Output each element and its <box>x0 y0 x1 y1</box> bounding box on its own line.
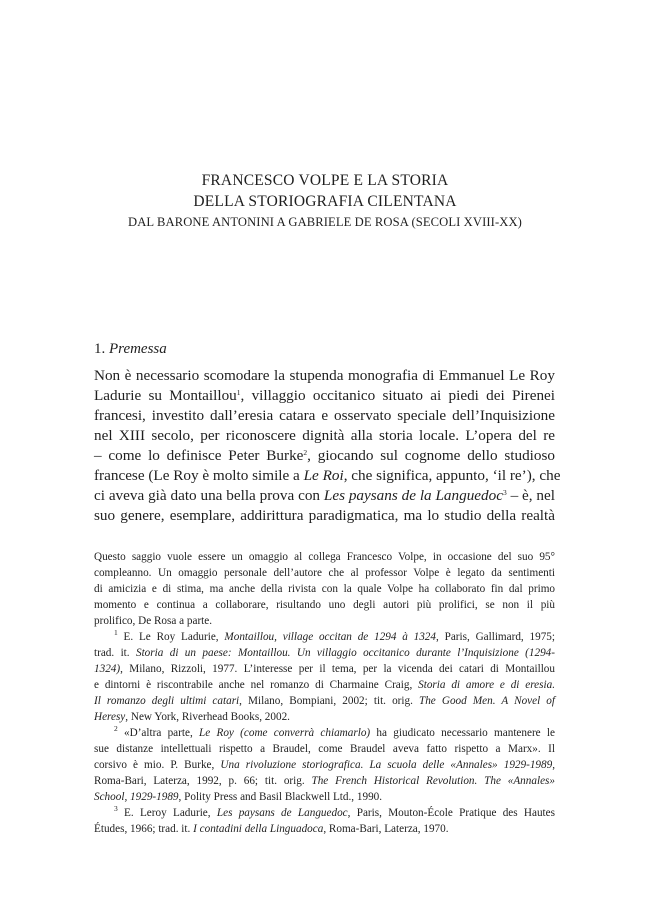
note-line: di amicizia e di stima, ma anche della rivista con la quale Volpe ha collaborato fin dal primo <box>94 583 555 595</box>
footnote-2-line <box>94 789 555 805</box>
note-text-run: , Milano, Bompiani, 2002; tit. orig. <box>239 695 419 707</box>
footnote-ref-2: 2 <box>303 448 308 457</box>
body-line: suo genere, esemplare, addirittura paradigmatica, ma lo studio della realtà <box>94 507 555 524</box>
section-heading <box>94 341 167 358</box>
footnote-1-line <box>94 693 555 709</box>
footnote-mark-3: 3 <box>114 804 118 813</box>
footnote-2-line <box>94 725 555 741</box>
note-line: momento e continua a collaborare, risultando uno degli autori più prolifici, se non il più <box>94 599 555 611</box>
body-italic-run: Le Roi <box>303 467 344 484</box>
footnote-1-line <box>94 709 555 725</box>
note-italic-run: Storia di un paese: Montaillou. Un villaggio occitanico durante l’Inquisizione (1294- <box>135 647 555 659</box>
note-line: compleanno. Un omaggio personale dell’autore che al professor Volpe è legato da sentimenti <box>94 567 555 579</box>
note-line: Questo saggio vuole essere un omaggio al collega Francesco Volpe, in occasione del suo 95° <box>94 551 555 563</box>
body-line: francesi, investito dall’eresia catara e osservato speciale dell’Inquisizione <box>94 407 555 424</box>
body-text-run: – è, nel <box>506 487 555 504</box>
footnote-1-line <box>94 661 555 677</box>
section-number: 1. <box>94 341 106 357</box>
note-text-run: , <box>552 759 555 771</box>
chapter-title-line-1: FRANCESCO VOLPE E LA STORIA <box>201 172 449 189</box>
footnote-3-line <box>94 821 555 837</box>
note-italic-run: The Good Men. A Novel of <box>418 695 555 707</box>
footnote-1-line <box>94 645 555 661</box>
note-text-run: , Paris, Mouton-École Pratique des Hautes <box>347 807 555 819</box>
body-paragraph <box>94 366 561 526</box>
note-text-run: Roma-Bari, Laterza, 1992, p. 66; tit. orig. <box>94 775 312 787</box>
footnote-2-line <box>94 757 555 773</box>
chapter-subtitle: DAL BARONE ANTONINI A GABRIELE DE ROSA (SECOLI XVIII-XX) <box>128 215 522 229</box>
body-italic-run: Les paysans de la Languedoc <box>323 487 503 504</box>
footnote-1-line <box>94 677 555 693</box>
body-text-run: , giocando sul cognome dello studioso <box>307 447 555 464</box>
note-italic-run: Storia di amore e di eresia. <box>418 679 555 691</box>
footnote-2-line <box>94 773 555 789</box>
note-text-run: , Milano, Rizzoli, 1977. L’interesse per il tema, per la vicenda dei catari di Montaillou <box>120 663 555 675</box>
body-text-run: , villaggio occitanico situato ai piedi dei Pirenei <box>240 387 555 404</box>
footnote-ref-3: 3 <box>502 488 507 497</box>
note-text-run: , Paris, Gallimard, 1975; <box>436 631 555 643</box>
footnotes <box>94 549 555 837</box>
body-line <box>94 466 561 486</box>
note-italic-run: Heresy <box>94 711 126 723</box>
footnote-3-line <box>94 805 555 821</box>
note-italic-run: 1324) <box>94 663 121 675</box>
footnote-mark-2: 2 <box>114 724 118 733</box>
section-label: Premessa <box>109 341 167 357</box>
note-text-run: E. Leroy Ladurie, <box>117 807 217 819</box>
note-text-run: corsivo è mio. P. Burke, <box>94 759 221 771</box>
note-text-run: trad. it. <box>94 647 136 659</box>
body-line: Non è necessario scomodare la stupenda monografia di Emmanuel Le Roy <box>94 367 555 384</box>
note-text-run: Études, 1966; trad. it. <box>94 823 194 835</box>
note-text-run: E. Le Roy Ladurie, <box>117 631 225 643</box>
note-text-run: ha giudicato necessario mantenere le <box>370 727 555 739</box>
note-italic-run: The French Historical Revolution. The «Annales» <box>311 775 555 787</box>
body-text-run: – come lo definisce Peter Burke <box>94 447 304 464</box>
body-text-run: Ladurie su Montaillou <box>94 387 237 404</box>
footnote-mark-1: 1 <box>114 628 118 637</box>
body-line: nel XIII secolo, per riconoscere dignità alla storia locale. L’opera del re <box>94 427 555 444</box>
note-italic-run: Les paysans de Languedoc <box>216 807 348 819</box>
note-text-run: «D’altra parte, <box>117 727 200 739</box>
body-text-run: francese (Le Roy è molto simile a <box>94 467 304 484</box>
body-text-run: , che significa, appunto, ‘il re’), che <box>343 467 561 484</box>
note-italic-run: School, 1929-1989 <box>94 791 179 803</box>
body-line <box>94 486 555 506</box>
note-italic-run: Le Roy (come converrà chiamarlo) <box>199 727 371 739</box>
footnote-2-line: sue distanze intellettuali rispetto a Braudel, come Braudel aveva fatto rispetto a Marx». Il <box>94 743 555 755</box>
footnote-1-line <box>94 629 555 645</box>
body-text-run: ci aveva già dato una bella prova con <box>94 487 324 504</box>
note-italic-run: Montaillou, village occitan de 1294 à 1324 <box>224 631 436 643</box>
body-line <box>94 386 555 406</box>
note-text-run: , New York, Riverhead Books, 2002. <box>125 711 290 723</box>
note-line: prolifico, De Rosa a parte. <box>94 615 213 627</box>
footnote-ref-1: 1 <box>236 388 241 397</box>
note-text-run: , Polity Press and Basil Blackwell Ltd., 1990. <box>178 791 383 803</box>
note-text-run: , Roma-Bari, Laterza, 1970. <box>323 823 449 835</box>
note-italic-run: Il romanzo degli ultimi catari <box>94 695 240 707</box>
note-italic-run: I contadini della Linguadoca <box>193 823 324 835</box>
note-text-run: e dintorni è riscontrabile anche nel romanzo di Charmaine Craig, <box>94 679 419 691</box>
chapter-title-line-2: DELLA STORIOGRAFIA CILENTANA <box>193 193 457 210</box>
body-line <box>94 446 555 466</box>
note-italic-run: Una rivoluzione storiografica. La scuola delle «Annales» 1929-1989 <box>220 759 553 771</box>
